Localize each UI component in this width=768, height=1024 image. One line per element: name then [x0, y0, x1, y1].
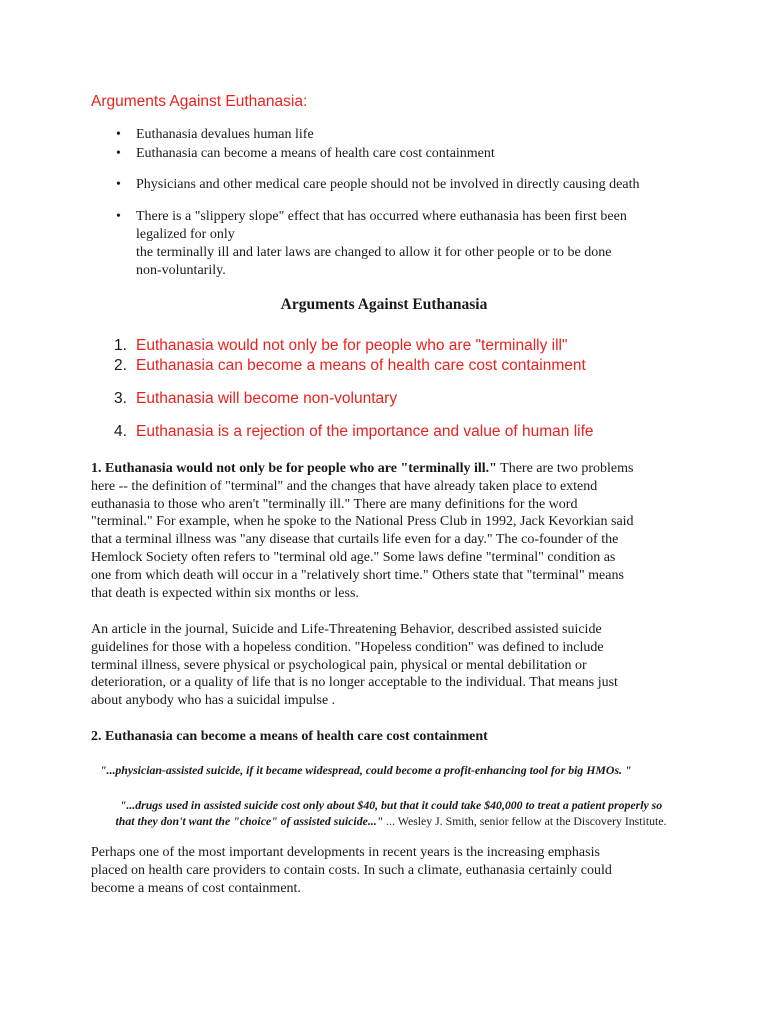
quote-hmo: "...physician-assisted suicide, if it became widespread, could become a profit-enhancing tool for big HMOs. "	[100, 763, 632, 777]
paragraph-terminal-definition	[91, 460, 691, 602]
item-text: Euthanasia is a rejection of the importance and value of human life	[136, 423, 594, 440]
paragraph-journal-article	[91, 621, 691, 710]
bullet-line: There is a "slippery slope" effect that has occurred where euthanasia has been first been	[136, 209, 627, 224]
paragraph-line: terminal illness, severe physical or psychological pain, physical or mental debilitation or	[91, 657, 587, 673]
paragraph-lead-bold: 1. Euthanasia would not only be for people who are "terminally ill."	[91, 461, 497, 476]
paragraph-line: Hemlock Society often refers to "terminal old age." Some laws define "terminal" condition as	[91, 549, 616, 565]
paragraph-line: about anybody who has a suicidal impulse .	[91, 693, 336, 709]
paragraph-cost-containment	[91, 844, 691, 897]
paragraph-line: guidelines for those with a hopeless condition. "Hopeless condition" was defined to include	[91, 639, 604, 655]
bullet-line: the terminally ill and later laws are changed to allow it for other people or to be done	[136, 245, 612, 260]
bullet-text: Physicians and other medical care people should not be involved in directly causing death	[136, 177, 640, 192]
item-number: 4.	[114, 423, 127, 440]
item-number: 2.	[114, 357, 127, 374]
quote-attribution: ... Wesley J. Smith, senior fellow at the Discovery Institute.	[383, 814, 667, 828]
item-text: Euthanasia will become non-voluntary	[136, 390, 398, 407]
paragraph-line: "terminal." For example, when he spoke to the National Press Club in 1992, Jack Kevorkian said	[91, 514, 634, 530]
quote-line: "...drugs used in assisted suicide cost only about $40, but that it could take $40,000 to treat a patient properly so	[119, 798, 663, 812]
bullet-text: Euthanasia devalues human life	[136, 127, 314, 142]
item-text: Euthanasia can become a means of health care cost containment	[136, 357, 586, 374]
item-number: 3.	[114, 390, 127, 407]
paragraph-line: that death is expected within six months or less.	[91, 585, 359, 601]
bullet-text: Euthanasia can become a means of health care cost containment	[136, 146, 495, 161]
bullet-line: non-voluntarily.	[136, 263, 226, 278]
item-text: Euthanasia would not only be for people who are "terminally ill"	[136, 337, 568, 354]
paragraph-line: here -- the definition of "terminal" and the changes that have already taken place to extend	[91, 478, 598, 494]
bullet-line: legalized for only	[136, 227, 235, 242]
paragraph-line: Perhaps one of the most important developments in recent years is the increasing emphasis	[91, 845, 600, 860]
paragraph-line: deterioration, or a quality of life that is no longer acceptable to the individual. That means just	[91, 675, 618, 691]
quote-drug-cost	[91, 797, 691, 829]
section-title: Arguments Against Euthanasia	[280, 296, 488, 313]
quote-line: that they don't want the "choice" of assisted suicide..."	[115, 814, 384, 828]
bullet-dot: •	[116, 177, 121, 192]
bullet-dot: •	[116, 146, 121, 161]
bullet-text	[136, 208, 692, 280]
bullet-dot: •	[116, 127, 121, 142]
item-number: 1.	[114, 337, 127, 354]
section-heading-cost: 2. Euthanasia can become a means of health care cost containment	[91, 729, 488, 744]
paragraph-line: placed on health care providers to contain costs. In such a climate, euthanasia certainly could	[91, 862, 612, 878]
paragraph-line: euthanasia to those who aren't "terminally ill." There are many definitions for the word	[91, 496, 578, 512]
bullet-dot: •	[116, 209, 121, 224]
paragraph-line: that a terminal illness was "any disease that curtails life even for a day." The co-founder of the	[91, 532, 619, 548]
paragraph-line: one from which death will occur in a "relatively short time." Others state that "terminal" means	[91, 567, 624, 583]
paragraph-line: There are two problems	[496, 461, 634, 476]
paragraph-line: An article in the journal, Suicide and Life-Threatening Behavior, described assisted suicide	[91, 622, 602, 637]
list-heading: Arguments Against Euthanasia:	[91, 93, 308, 110]
paragraph-line: become a means of cost containment.	[91, 880, 301, 896]
